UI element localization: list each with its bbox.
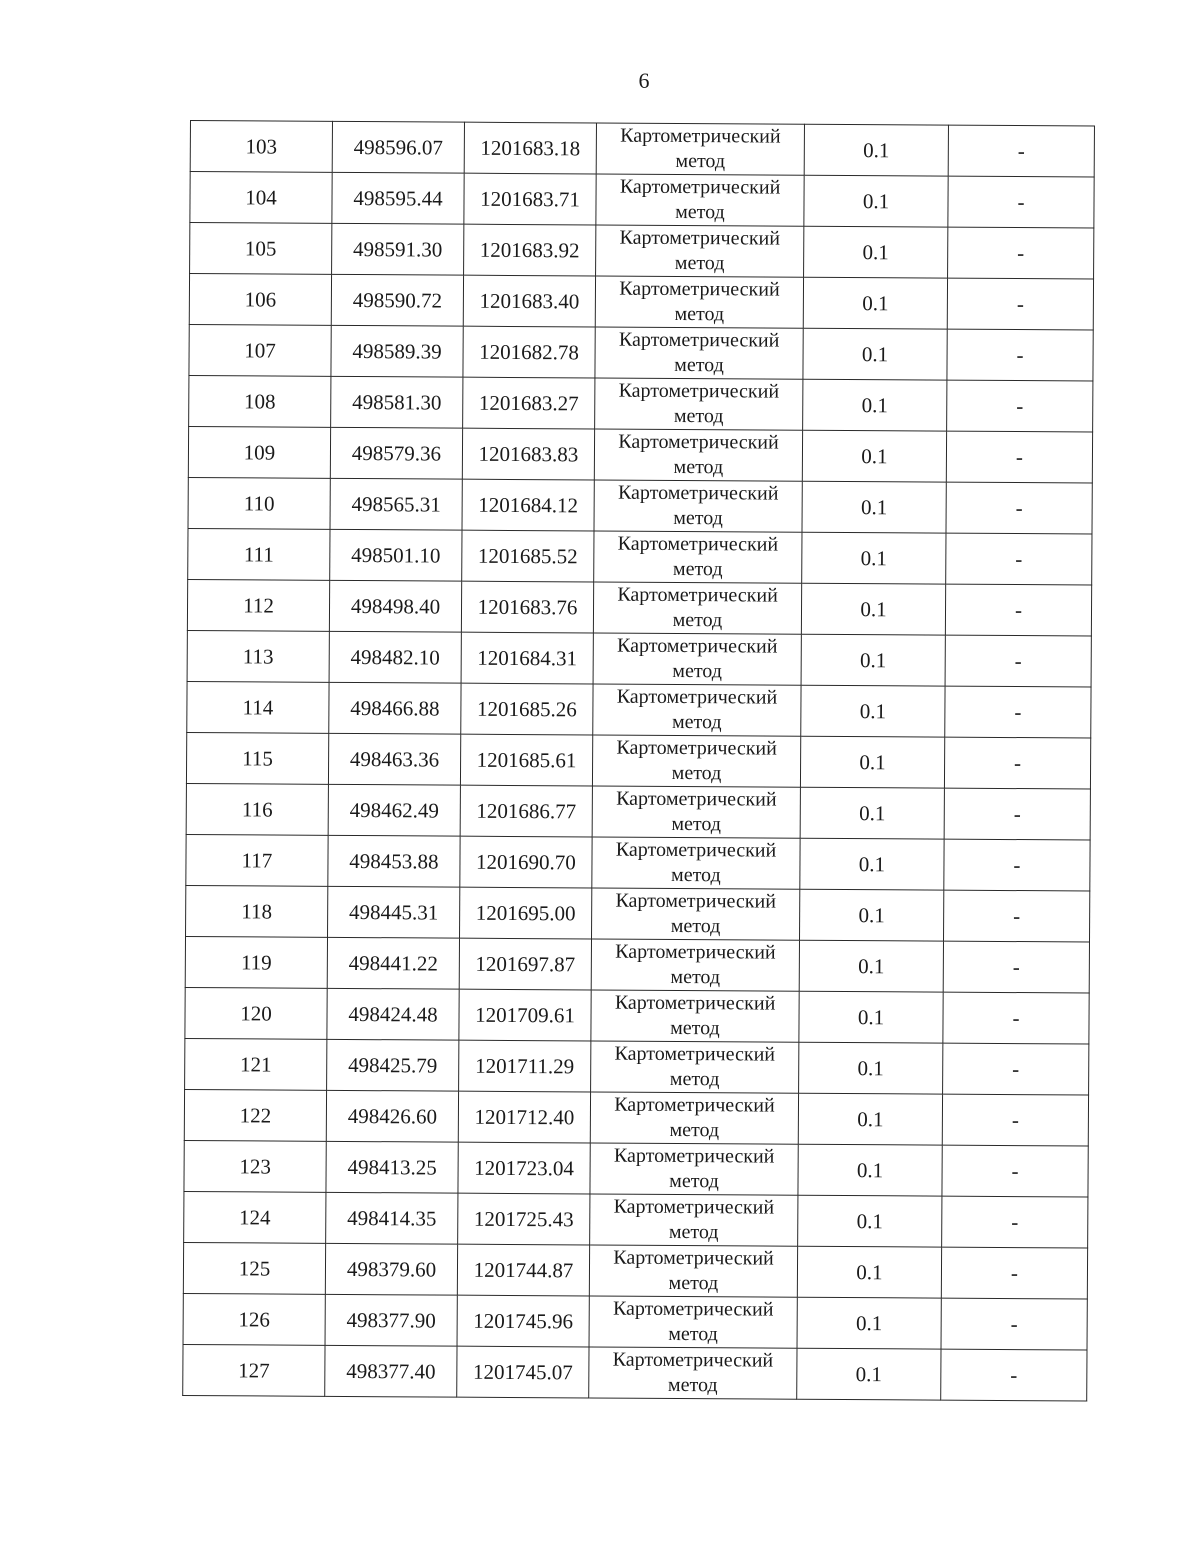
table-row [189,324,1093,381]
method-line-2: метод [668,1271,719,1295]
method-line-1: Картометрический [614,1042,776,1066]
method-line-2: метод [672,557,723,581]
accuracy-cell: 0.1 [802,532,946,584]
y-coordinate-cell: 1201685.26 [461,683,593,735]
point-number-cell: 109 [188,426,330,478]
method-cell [592,786,800,838]
point-number-cell: 121 [185,1038,327,1090]
x-coordinate-cell: 498377.40 [325,1345,457,1397]
method-line-1: Картометрический [613,1246,774,1270]
point-number-cell: 127 [183,1344,325,1396]
table-row [188,426,1092,483]
table-row [188,477,1092,534]
note-cell: - [946,533,1092,585]
method-line-2: метод [672,608,723,632]
x-coordinate-cell: 498590.72 [331,274,463,326]
y-coordinate-cell: 1201690.70 [460,836,592,888]
y-coordinate-cell: 1201683.71 [464,173,596,225]
table-row [187,579,1091,636]
method-line-2: метод [671,812,722,836]
y-coordinate-cell: 1201685.61 [460,734,592,786]
note-cell: - [943,992,1089,1044]
y-coordinate-cell: 1201683.40 [463,275,595,327]
y-coordinate-cell: 1201683.76 [461,581,593,633]
table-row [187,630,1091,687]
note-cell: - [941,1349,1087,1401]
x-coordinate-cell: 498466.88 [329,682,461,734]
table-row [185,987,1089,1044]
method-cell [591,990,799,1042]
point-number-cell: 112 [187,579,329,631]
x-coordinate-cell: 498581.30 [331,376,463,428]
method-line-2: метод [675,149,726,173]
table-row [190,223,1094,280]
y-coordinate-cell: 1201685.52 [462,530,594,582]
x-coordinate-cell: 498565.31 [330,478,462,530]
accuracy-cell: 0.1 [804,175,948,227]
y-coordinate-cell: 1201683.18 [464,122,596,174]
method-line-2: метод [669,1067,720,1091]
note-cell: - [948,125,1094,177]
x-coordinate-cell: 498414.35 [326,1192,458,1244]
method-line-2: метод [673,506,723,530]
x-coordinate-cell: 498596.07 [332,121,464,173]
coordinates-table-container [182,120,1094,1401]
x-coordinate-cell: 498501.10 [330,529,462,581]
y-coordinate-cell: 1201745.07 [457,1346,589,1398]
x-coordinate-cell: 498425.79 [327,1039,459,1091]
point-number-cell: 119 [185,936,327,988]
method-cell [589,1296,797,1348]
accuracy-cell: 0.1 [801,583,945,635]
note-cell: - [942,1145,1088,1197]
note-cell: - [944,737,1090,789]
table-row [183,1242,1087,1299]
method-cell [596,123,804,175]
x-coordinate-cell: 498463.36 [328,733,460,785]
x-coordinate-cell: 498379.60 [325,1243,457,1295]
method-line-2: метод [671,863,721,887]
y-coordinate-cell: 1201744.87 [457,1244,589,1296]
method-cell [594,480,802,532]
method-line-2: метод [675,200,725,224]
method-cell [594,429,802,481]
y-coordinate-cell: 1201723.04 [458,1142,590,1194]
method-line-1: Картометрический [619,175,781,199]
method-line-1: Картометрический [616,787,777,811]
method-line-1: Картометрический [620,124,781,148]
y-coordinate-cell: 1201684.31 [461,632,593,684]
x-coordinate-cell: 498462.49 [328,784,460,836]
method-line-1: Картометрический [618,430,779,454]
accuracy-cell: 0.1 [799,1042,943,1094]
y-coordinate-cell: 1201697.87 [459,938,591,990]
method-line-2: метод [669,1118,720,1142]
point-number-cell: 122 [184,1089,326,1141]
accuracy-cell: 0.1 [798,1195,942,1247]
method-line-2: метод [673,404,724,428]
method-line-1: Картометрический [619,277,780,301]
table-row [184,1089,1088,1146]
accuracy-cell: 0.1 [803,277,947,329]
point-number-cell: 114 [187,681,329,733]
accuracy-cell: 0.1 [797,1246,941,1298]
method-line-1: Картометрический [617,583,778,607]
method-cell [596,174,804,226]
x-coordinate-cell: 498453.88 [328,835,460,887]
y-coordinate-cell: 1201684.12 [462,479,594,531]
method-cell [592,888,800,940]
note-cell: - [945,686,1091,738]
table-row [183,1344,1087,1401]
note-cell: - [942,1094,1088,1146]
y-coordinate-cell: 1201711.29 [459,1040,591,1092]
point-number-cell: 111 [188,528,330,580]
accuracy-cell: 0.1 [801,634,945,686]
table-row [183,1293,1087,1350]
point-number-cell: 123 [184,1140,326,1192]
method-line-1: Картометрический [615,940,776,964]
method-line-1: Картометрический [614,1093,775,1117]
note-cell: - [948,176,1094,228]
table-row [187,681,1091,738]
table-row [186,783,1090,840]
method-line-1: Картометрический [612,1297,774,1321]
method-line-2: метод [667,1373,718,1397]
note-cell: - [947,278,1093,330]
note-cell: - [948,227,1094,279]
note-cell: - [942,1196,1088,1248]
method-line-1: Картометрический [616,634,778,658]
point-number-cell: 116 [186,783,328,835]
accuracy-cell: 0.1 [797,1348,941,1400]
accuracy-cell: 0.1 [803,328,947,380]
method-cell [590,1092,798,1144]
table-row [189,274,1093,331]
accuracy-cell: 0.1 [802,481,946,533]
point-number-cell: 107 [189,324,331,376]
table-row [190,121,1094,178]
method-line-1: Картометрический [615,889,777,913]
method-line-1: Картометрический [614,991,776,1015]
method-cell [590,1143,798,1195]
point-number-cell: 126 [183,1293,325,1345]
point-number-cell: 125 [183,1242,325,1294]
point-number-cell: 118 [186,885,328,937]
note-cell: - [943,890,1089,942]
y-coordinate-cell: 1201683.27 [463,377,595,429]
x-coordinate-cell: 498579.36 [330,427,462,479]
accuracy-cell: 0.1 [800,889,944,941]
y-coordinate-cell: 1201695.00 [460,887,592,939]
point-number-cell: 108 [189,375,331,427]
method-line-2: метод [670,914,721,938]
accuracy-cell: 0.1 [804,124,948,176]
x-coordinate-cell: 498426.60 [326,1090,458,1142]
method-cell [592,837,800,889]
note-cell: - [944,839,1090,891]
method-line-2: метод [674,251,725,275]
table-row [186,834,1090,891]
method-line-1: Картометрический [618,379,780,403]
point-number-cell: 117 [186,834,328,886]
method-cell [590,1194,798,1246]
note-cell: - [941,1247,1087,1299]
point-number-cell: 103 [190,121,332,173]
note-cell: - [943,1043,1089,1095]
coordinates-table [182,120,1095,1402]
x-coordinate-cell: 498445.31 [328,886,460,938]
method-cell [591,939,799,991]
method-cell [593,582,801,634]
method-cell [592,735,800,787]
y-coordinate-cell: 1201683.83 [462,428,594,480]
note-cell: - [946,431,1092,483]
point-number-cell: 120 [185,987,327,1039]
y-coordinate-cell: 1201712.40 [458,1091,590,1143]
method-line-2: метод [670,965,721,989]
point-number-cell: 115 [186,732,328,784]
x-coordinate-cell: 498591.30 [332,223,464,275]
accuracy-cell: 0.1 [802,430,946,482]
table-row [190,172,1094,229]
point-number-cell: 104 [190,172,332,224]
method-line-2: метод [674,353,724,377]
accuracy-cell: 0.1 [799,991,943,1043]
x-coordinate-cell: 498482.10 [329,631,461,683]
table-row [185,1038,1089,1095]
point-number-cell: 106 [189,274,331,326]
accuracy-cell: 0.1 [798,1144,942,1196]
accuracy-cell: 0.1 [803,379,947,431]
y-coordinate-cell: 1201683.92 [464,224,596,276]
method-cell [595,378,803,430]
x-coordinate-cell: 498498.40 [329,580,461,632]
y-coordinate-cell: 1201709.61 [459,989,591,1041]
accuracy-cell: 0.1 [800,838,944,890]
method-line-2: метод [673,455,724,479]
x-coordinate-cell: 498589.39 [331,325,463,377]
method-cell [595,327,803,379]
table-row [189,375,1093,432]
table-row [185,936,1089,993]
note-cell: - [947,380,1093,432]
method-line-1: Картометрический [617,532,779,556]
y-coordinate-cell: 1201686.77 [460,785,592,837]
method-cell [593,684,801,736]
method-line-2: метод [671,761,722,785]
x-coordinate-cell: 498377.90 [325,1294,457,1346]
point-number-cell: 124 [184,1191,326,1243]
y-coordinate-cell: 1201682.78 [463,326,595,378]
method-line-2: метод [672,659,723,683]
note-cell: - [941,1298,1087,1350]
table-row [188,528,1092,585]
method-line-1: Картометрический [617,481,779,505]
accuracy-cell: 0.1 [804,226,948,278]
y-coordinate-cell: 1201745.96 [457,1295,589,1347]
table-row [186,885,1090,942]
table-row [184,1191,1088,1248]
method-cell [589,1347,797,1399]
method-cell [596,225,804,277]
accuracy-cell: 0.1 [800,736,944,788]
note-cell: - [944,788,1090,840]
method-cell [589,1245,797,1297]
y-coordinate-cell: 1201725.43 [458,1193,590,1245]
note-cell: - [946,482,1092,534]
method-line-1: Картометрический [616,685,778,709]
method-line-1: Картометрический [616,736,777,760]
x-coordinate-cell: 498413.25 [326,1141,458,1193]
method-line-2: метод [671,710,722,734]
table-body [183,121,1095,1401]
note-cell: - [947,329,1093,381]
point-number-cell: 113 [187,630,329,682]
accuracy-cell: 0.1 [800,787,944,839]
method-cell [594,531,802,583]
method-line-1: Картометрический [615,838,777,862]
point-number-cell: 110 [188,477,330,529]
x-coordinate-cell: 498441.22 [327,937,459,989]
note-cell: - [943,941,1089,993]
table-row [184,1140,1088,1197]
method-line-1: Картометрический [613,1144,775,1168]
method-line-1: Картометрический [619,226,781,250]
note-cell: - [945,584,1091,636]
x-coordinate-cell: 498595.44 [332,172,464,224]
method-line-2: метод [669,1169,719,1193]
method-cell [595,276,803,328]
note-cell: - [945,635,1091,687]
method-line-2: метод [670,1016,720,1040]
method-line-2: метод [674,302,725,326]
accuracy-cell: 0.1 [801,685,945,737]
x-coordinate-cell: 498424.48 [327,988,459,1040]
method-line-1: Картометрический [618,328,780,352]
method-line-2: метод [668,1220,719,1244]
point-number-cell: 105 [190,223,332,275]
method-line-1: Картометрический [613,1195,775,1219]
accuracy-cell: 0.1 [797,1297,941,1349]
method-line-1: Картометрический [612,1348,774,1372]
method-line-2: метод [668,1322,718,1346]
page-number: 6 [638,68,650,93]
method-cell [593,633,801,685]
accuracy-cell: 0.1 [799,940,943,992]
method-cell [591,1041,799,1093]
accuracy-cell: 0.1 [798,1093,942,1145]
table-row [186,732,1090,789]
